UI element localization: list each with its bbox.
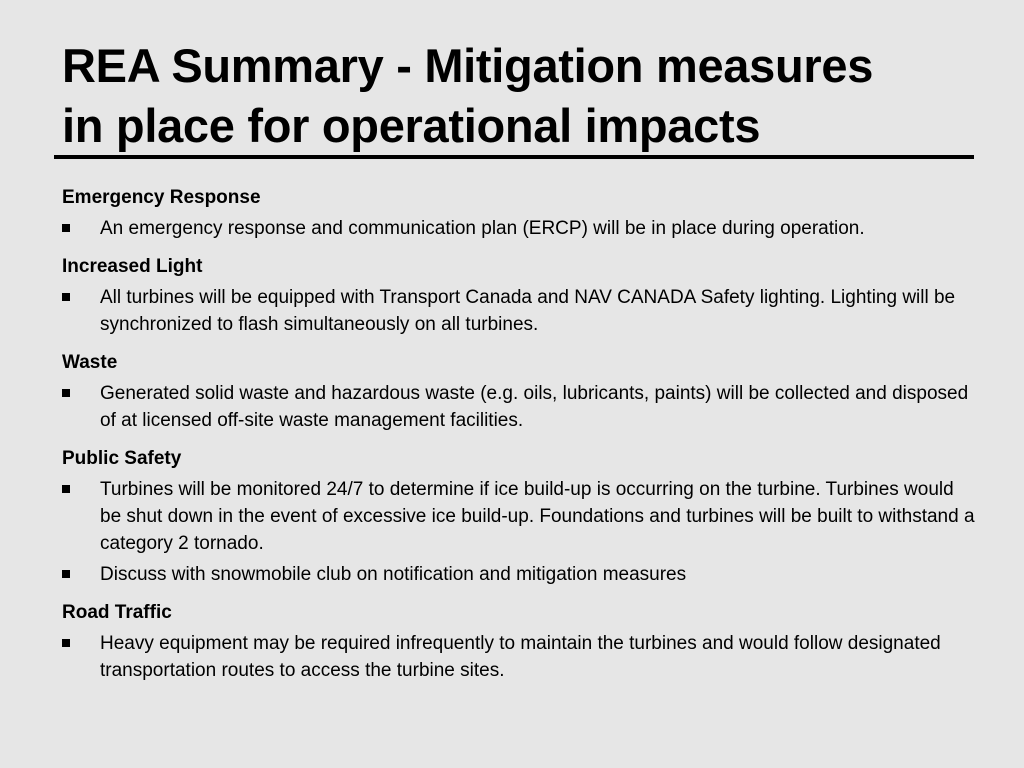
section-emergency-response: [62, 185, 982, 242]
section-heading: Emergency Response: [62, 187, 261, 208]
slide-title: [62, 36, 962, 156]
square-bullet-icon: [62, 293, 70, 301]
section-increased-light: [62, 254, 982, 338]
bullet-item: [62, 380, 982, 434]
slide-title-line-2: in place for operational impacts: [62, 99, 761, 152]
bullet-list: [62, 215, 982, 242]
section-heading: Increased Light: [62, 256, 203, 277]
bullet-list: [62, 476, 982, 588]
bullet-text: An emergency response and communication plan (ERCP) will be in place during operation.: [100, 218, 865, 239]
section-heading: Road Traffic: [62, 602, 172, 623]
bullet-list: [62, 284, 982, 338]
square-bullet-icon: [62, 485, 70, 493]
bullet-item: [62, 561, 982, 588]
bullet-text: Discuss with snowmobile club on notification and mitigation measures: [100, 564, 687, 585]
bullet-list: [62, 630, 982, 684]
square-bullet-icon: [62, 639, 70, 647]
bullet-item: [62, 630, 982, 684]
bullet-item: [62, 215, 982, 242]
square-bullet-icon: [62, 570, 70, 578]
slide-content: [62, 185, 982, 688]
bullet-text: Turbines will be monitored 24/7 to determine if ice build-up is occurring on the turbine. Turbines would be shut down in the event of excessive ice build-up. Foundations and turbines will be built to withstand a category 2 tornado.: [100, 479, 975, 554]
bullet-item: [62, 284, 982, 338]
section-road-traffic: [62, 600, 982, 684]
section-heading: Public Safety: [62, 448, 182, 469]
bullet-list: [62, 380, 982, 434]
bullet-text: All turbines will be equipped with Transport Canada and NAV CANADA Safety lighting. Lighting will be synchronized to flash simultaneously on all turbines.: [100, 287, 956, 335]
bullet-item: [62, 476, 982, 557]
square-bullet-icon: [62, 224, 70, 232]
title-underline-divider: [54, 155, 974, 159]
slide-title-line-1: REA Summary - Mitigation measures: [62, 39, 874, 92]
square-bullet-icon: [62, 389, 70, 397]
section-waste: [62, 350, 982, 434]
bullet-text: Generated solid waste and hazardous waste (e.g. oils, lubricants, paints) will be collected and disposed of at licensed off-site waste management facilities.: [100, 383, 969, 431]
section-heading: Waste: [62, 352, 118, 373]
section-public-safety: [62, 446, 982, 588]
bullet-text: Heavy equipment may be required infrequently to maintain the turbines and would follow designated transportation routes to access the turbine sites.: [100, 633, 941, 681]
